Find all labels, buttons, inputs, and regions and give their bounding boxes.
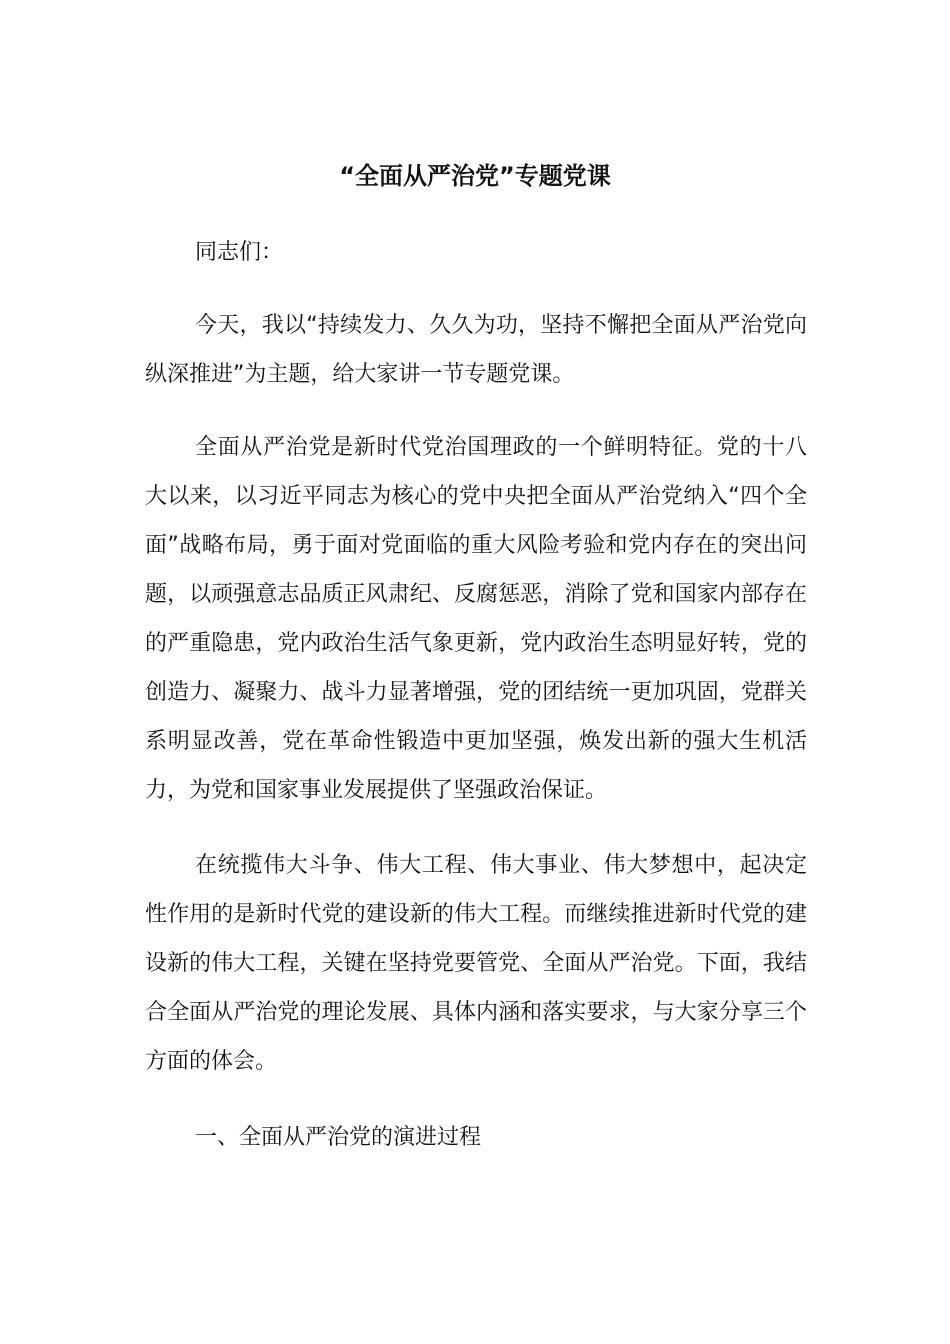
paragraph-intro: 今天，我以“持续发力、久久为功，坚持不懈把全面从严治党向纵深推进”为主题，给大家讲一节专题党课。 <box>145 313 807 387</box>
paragraph-background: 全面从严治党是新时代党治国理政的一个鲜明特征。党的十八大以来，以习近平同志为核心的党中央把全面从严治党纳入“四个全面”战略布局，勇于面对党面临的重大风险考验和党内存在的突出问题，以顽强意志品质正风肃纪、反腐惩恶，消除了党和国家内部存在的严重隐患，党内政治生活气象更新，党内政治生态明显好转，党的创造力、凝聚力、战斗力显著增强，党的团结统一更加巩固，党群关系明显改善，党在革命性锻造中更加坚强，焕发出新的强大生机活力，为党和国家事业发展提供了坚强政治保证。 <box>145 435 807 803</box>
document-title: “全面从严治党”专题党课 <box>339 162 611 190</box>
greeting: 同志们： <box>195 240 284 265</box>
section-heading: 一、全面从严治党的演进过程 <box>195 1125 482 1150</box>
paragraph-overview: 在统揽伟大斗争、伟大工程、伟大事业、伟大梦想中，起决定性作用的是新时代党的建设新的伟大工程。而继续推进新时代党的建设新的伟大工程，关键在坚持党要管党、全面从严治党。下面，我结合全面从严治党的理论发展、具体内涵和落实要求，与大家分享三个方面的体会。 <box>145 853 807 1074</box>
